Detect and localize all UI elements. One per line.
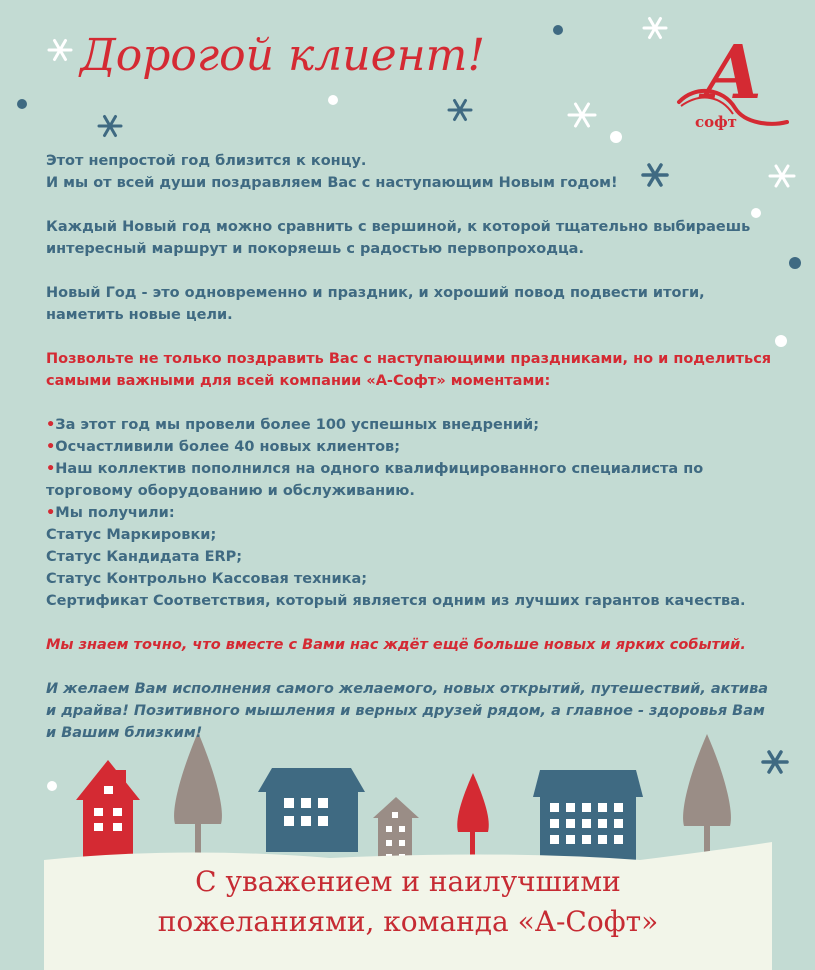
closing-highlight: Мы знаем точно, что вместе с Вами нас ждёт ещё больше новых и ярких событий. [46,637,746,653]
status-item: Статус Маркировки; [46,527,217,543]
blue-house-icon [258,768,365,852]
snowflake-icon [99,117,121,136]
red-house-icon [76,760,140,870]
bullet-icon: • [46,505,56,521]
paragraph: Новый Год - это одновременно и праздник, и хороший повод подвести итоги, наметить новые цели. [46,285,705,323]
red-tree-icon [457,773,489,858]
snowflake-icon [763,752,787,772]
bullet-icon: • [46,439,56,455]
logo-subtitle: софт [695,113,737,131]
list-item: •За этот год мы провели более 100 успешных внедрений; [46,417,539,433]
signature-line: С уважением и наилучшими [195,865,621,898]
signature [44,862,772,942]
logo-letter: А [703,30,764,116]
list-item: •Осчастливили более 40 новых клиентов; [46,439,401,455]
bullet-icon: • [46,417,56,433]
bullet-icon: • [46,461,56,477]
intro-line: И мы от всей души поздравляем Вас с наступающим Новым годом! [46,175,618,191]
status-item: Сертификат Соответствия, который является одним из лучших гарантов качества. [46,593,746,609]
page-title: Дорогой клиент! [80,30,486,81]
tree-icon [174,732,222,860]
list-item: •Наш коллектив пополнился на одного квалифицированного специалиста по торговому оборудованию и обслуживанию. [46,461,704,499]
intro-line: Этот непростой год близится к концу. [46,153,367,169]
status-item: Статус Контрольно Кассовая техника; [46,571,368,587]
letter-body [46,150,776,744]
status-item: Статус Кандидата ERP; [46,549,243,565]
blue-house-icon [533,770,643,869]
list-item: •Мы получили: [46,505,175,521]
snowflake-icon [644,19,666,38]
closing-wish: И желаем Вам исполнения самого желаемого, новых открытий, путешествий, актива и драйва! Позитивного мышления и верных друзей рядом, а главное - здоровья Вам и Вашим близким! [46,681,769,741]
snowflake-icon [49,41,71,60]
paragraph: Каждый Новый год можно сравнить с вершиной, к которой тщательно выбираешь интересный маршрут и покоряешь с радостью первопроходца. [46,219,751,257]
signature-line: пожеланиями, команда «А-Софт» [157,905,659,938]
snowflake-icon [569,104,595,126]
tree-icon [683,734,731,864]
snowflake-icon [449,101,471,120]
highlight-paragraph: Позвольте не только поздравить Вас с наступающими праздниками, но и поделиться самыми важными для всей компании «А-Софт» моментами: [46,351,772,389]
